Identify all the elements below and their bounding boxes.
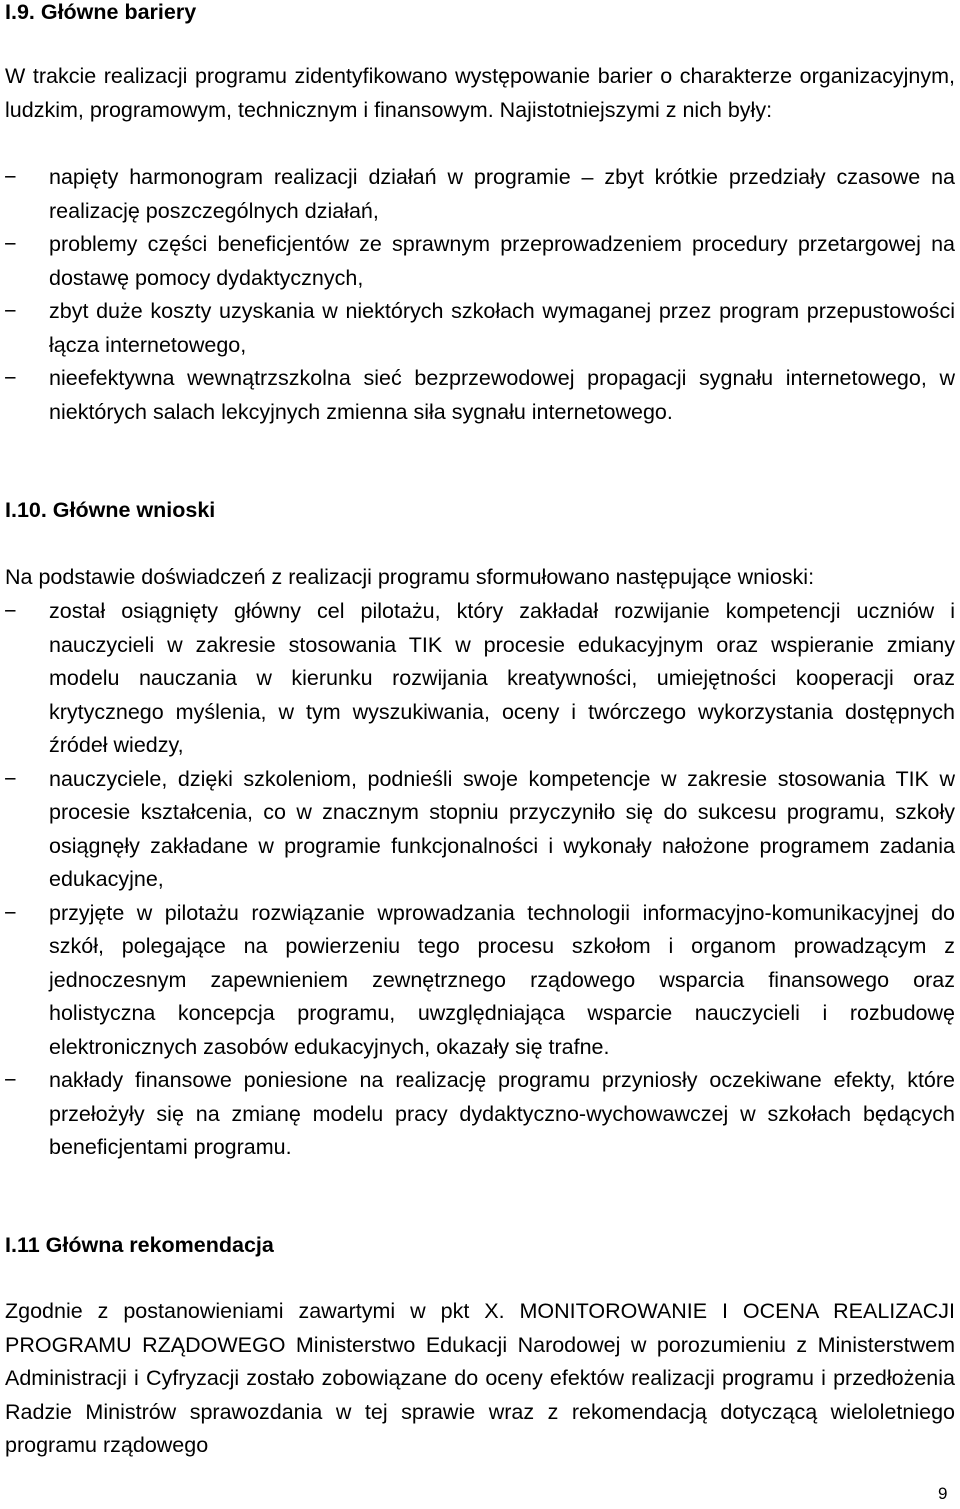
conclusions-intro-paragraph: Na podstawie doświadczeń z realizacji programu sformułowano następujące wnioski: [5, 565, 815, 589]
dash-bullet: − [4, 1068, 17, 1092]
list-item-text: został osiągnięty główny cel pilotażu, który zakładał rozwijanie kompetencji uczniów i nauczycieli w zakresie stosowania TIK w procesie edukacyjnym oraz wspieranie zmiany modelu nauczania w kierunku rozwijania kreatywności, umiejętności kooperacji oraz krytycznego myślenia, w tym wyszukiwania, oceny i twórczego wykorzystania dostępnych źródeł wiedzy, [49, 599, 955, 757]
dash-bullet: − [4, 900, 17, 925]
list-item [0, 763, 955, 897]
barriers-intro-paragraph: W trakcie realizacji programu zidentyfikowano występowanie barier o charakterze organizacyjnym, ludzkim, programowym, technicznym i finansowym. Najistotniejszymi z nich były: [5, 64, 955, 122]
list-item-text: zbyt duże koszty uzyskania w niektórych szkołach wymaganej przez program przepustowości łącza internetowego, [49, 299, 955, 357]
list-item-text: nieefektywna wewnątrzszkolna sieć bezprzewodowej propagacji sygnału internetowego, w niektórych salach lekcyjnych zmienna siła sygnału internetowego. [49, 366, 955, 424]
list-item-text: napięty harmonogram realizacji działań w programie – zbyt krótkie przedziały czasowe na realizację poszczególnych działań, [49, 165, 955, 223]
page-number: 9 [938, 1484, 948, 1503]
list-item [0, 295, 955, 362]
list-item-text: przyjęte w pilotażu rozwiązanie wprowadzania technologii informacyjno-komunikacyjnej do szkół, polegające na powierzeniu tego procesu szkołom i organom prowadzącym z jednoczesnym zapewnieniem zewnętrznego rządowego wsparcia finansowego oraz holistyczna koncepcja programu, uwzględniająca wsparcie nauczycieli i rozbudowę elektronicznych zasobów edukacyjnych, okazały się trafne. [49, 900, 955, 1059]
list-item [0, 228, 955, 295]
section-heading-recommendation: I.11 Główna rekomendacja [5, 1233, 274, 1257]
dash-bullet: − [4, 232, 17, 256]
dash-bullet: − [4, 165, 17, 189]
list-item-text: nakłady finansowe poniesione na realizację programu przyniosły oczekiwane efekty, które przełożyły się na zmianę modelu pracy dydaktyczno-wychowawczej w szkołach będących beneficjentami programu. [49, 1068, 955, 1159]
list-item [0, 897, 955, 1065]
list-item [0, 1064, 955, 1165]
section-heading-conclusions: I.10. Główne wnioski [5, 498, 216, 522]
list-item [0, 595, 955, 763]
barriers-list [0, 161, 955, 429]
recommendation-paragraph: Zgodnie z postanowieniami zawartymi w pkt X. MONITOROWANIE I OCENA REALIZACJI PROGRAMU RZĄDOWEGO Ministerstwo Edukacji Narodowej w porozumieniu z Ministerstwem Administracji i Cyfryzacji zostało zobowiązane do oceny efektów realizacji programu i przedłożenia Radzie Ministrów sprawozdania w tej sprawie wraz z rekomendacją dotyczącą wieloletniego programu rządowego [5, 1299, 955, 1457]
dash-bullet: − [4, 766, 17, 791]
list-item [0, 362, 955, 429]
section-heading-barriers: I.9. Główne bariery [5, 0, 197, 24]
list-item [0, 161, 955, 228]
dash-bullet: − [4, 366, 17, 390]
dash-bullet: − [4, 599, 17, 623]
conclusions-list [0, 595, 955, 1165]
list-item-text: problemy części beneficjentów ze sprawnym przeprowadzeniem procedury przetargowej na dostawę pomocy dydaktycznych, [49, 232, 955, 290]
dash-bullet: − [4, 299, 17, 323]
list-item-text: nauczyciele, dzięki szkoleniom, podnieśli swoje kompetencje w zakresie stosowania TIK w procesie kształcenia, co w znacznym stopniu przyczyniło się do sukcesu programu, szkoły osiągnęły zakładane w programie funkcjonalności i wykonały nałożone programem zadania edukacyjne, [49, 766, 955, 891]
